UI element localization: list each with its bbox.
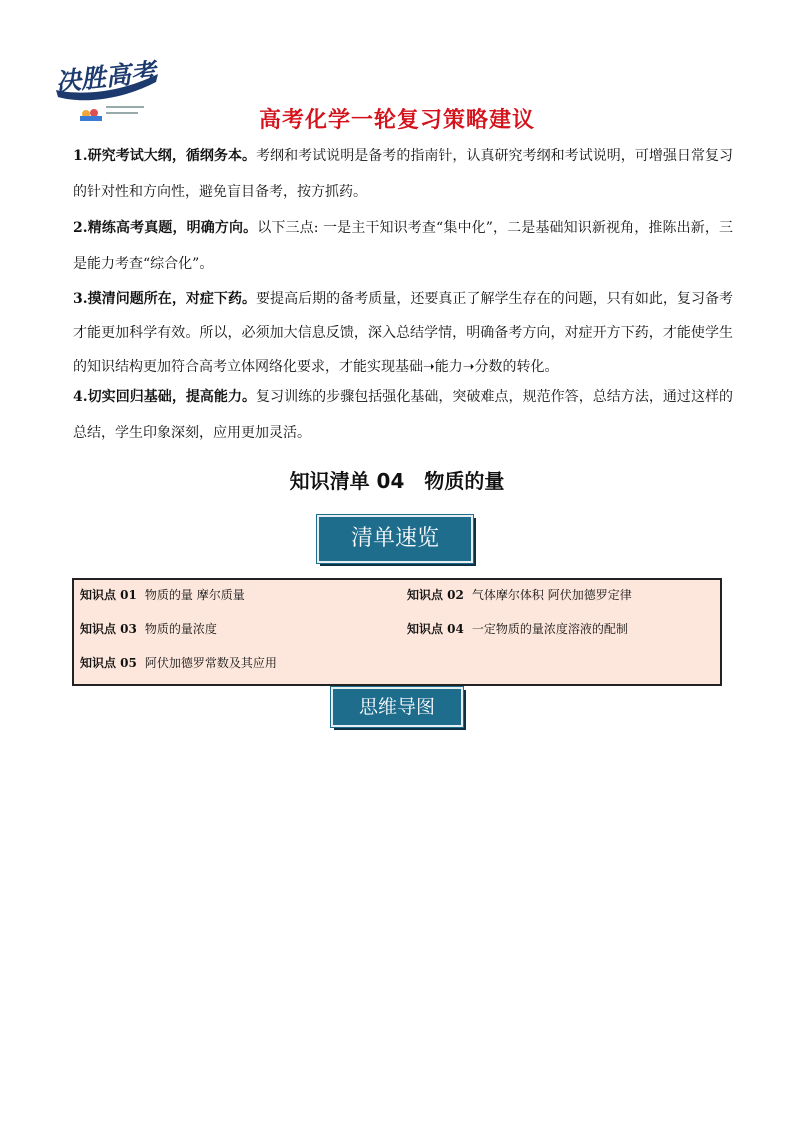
knowledge-point-label: 知识点 04: [407, 622, 464, 636]
knowledge-point-text: 物质的量浓度: [144, 622, 217, 636]
knowledge-point-label: 知识点 02: [407, 588, 464, 602]
paragraph-heading: 3.摸清问题所在，对症下药。: [73, 291, 257, 307]
paragraph-heading: 1.研究考试大纲，循纲务本。: [73, 148, 257, 164]
paragraph-body: 考纲和考试说明是备考的指南针，认真研究考纲和考试说明，可增强日常复习的针对性和方向性，避免盲目备考，按方抓药。: [73, 148, 734, 200]
paragraph-body: 以下三点: 一是主干知识考查“集中化”，二是基础知识新视角，推陈出新，三是能力考查“综合化”。: [73, 220, 733, 272]
strategy-paragraph-4: [73, 379, 733, 451]
knowledge-point-label: 知识点 03: [80, 622, 137, 636]
knowledge-point-label: 知识点 05: [80, 656, 137, 670]
paragraph-heading: 2.精练高考真题，明确方向。: [73, 220, 258, 236]
page-title: 高考化学一轮复习策略建议: [258, 108, 535, 133]
knowledge-point-02: [407, 586, 632, 603]
knowledge-point-label: 知识点 01: [80, 588, 137, 602]
section-title: 知识清单 04 物质的量: [289, 469, 505, 493]
paragraph-body: 要提高后期的备考质量，还要真正了解学生存在的问题，只有如此，复习备考才能更加科学有效。所以，必须加大信息反馈，深入总结学情，明确备考方向，对症开方下药，才能使学生的知识结构更加符合高考立体网络化要求，才能实现基础➝能力➝分数的转化。: [73, 291, 734, 375]
knowledge-point-03: [80, 620, 217, 637]
strategy-paragraph-3: [73, 282, 733, 384]
knowledge-points-box: [72, 578, 722, 686]
knowledge-point-04: [407, 620, 628, 637]
knowledge-point-05: [80, 654, 277, 671]
knowledge-point-text: 气体摩尔体积 阿伏加德罗定律: [471, 588, 632, 602]
knowledge-point-text: 物质的量 摩尔质量: [144, 588, 245, 602]
knowledge-point-01: [80, 586, 245, 603]
paragraph-heading: 4.切实回归基础，提高能力。: [73, 389, 257, 405]
overview-banner: 清单速览: [317, 515, 473, 563]
strategy-paragraph-1: [73, 138, 733, 210]
mindmap-banner: 思维导图: [331, 687, 463, 727]
logo-lettering: 决胜高考: [54, 57, 157, 97]
knowledge-point-text: 一定物质的量浓度溶液的配制: [471, 622, 628, 636]
paragraph-body: 复习训练的步骤包括强化基础，突破难点，规范作答，总结方法，通过这样的总结，学生印象深刻，应用更加灵活。: [73, 389, 734, 441]
knowledge-point-text: 阿伏加德罗常数及其应用: [144, 656, 277, 670]
strategy-paragraph-2: [73, 210, 733, 282]
